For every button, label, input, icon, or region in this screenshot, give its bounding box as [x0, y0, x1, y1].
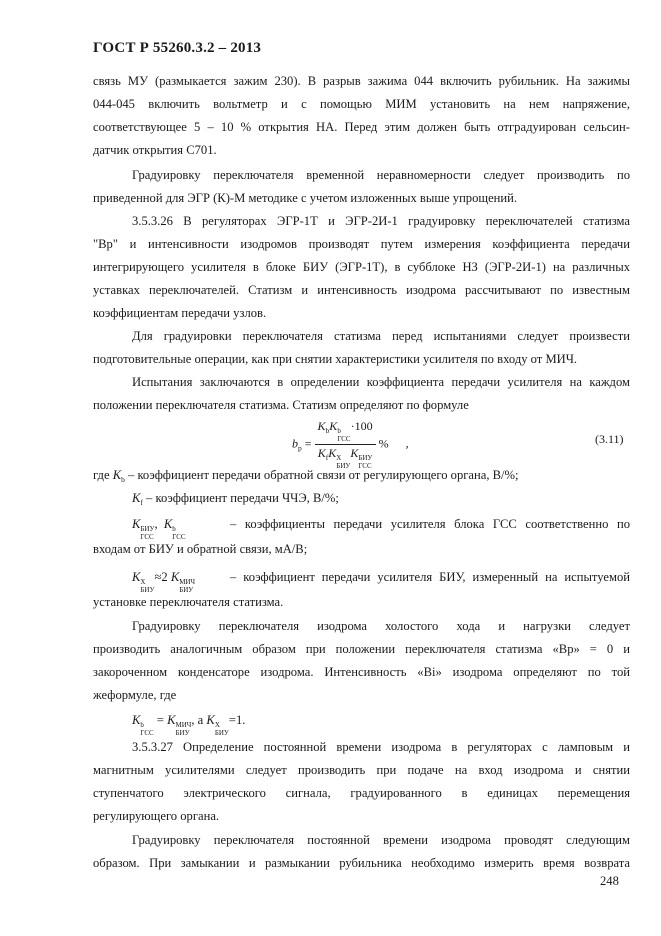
- paragraph-2: [93, 164, 630, 210]
- text-line: 3.5.3.27 Определение постоянной времени изодрома в регуляторах с ламповым и: [132, 740, 630, 754]
- text-line: коэффициентам передачи узлов.: [93, 306, 267, 320]
- definition-kb: где $K_b$ – коэффициент передачи обратной связи от регулирующего органа, В/%;: [93, 468, 519, 484]
- text-line: Испытания заключаются в определении коэффициента передачи усилителя на каждом: [132, 375, 630, 389]
- text-line: датчик открытия С701.: [93, 143, 217, 157]
- equation-number: (3.11): [595, 432, 624, 446]
- text-line: регулирующего органа.: [93, 809, 220, 823]
- document-header: ГОСТ Р 55260.3.2 – 2013: [93, 40, 262, 56]
- paragraph-5: [93, 371, 630, 417]
- text-line: ступенчатого электрического сигнала, градуированного в единицах перемещения: [93, 786, 630, 800]
- page-number: 248: [600, 874, 619, 888]
- definition-kgss-cont: входам от БИУ и обратной связи, мА/В;: [93, 542, 308, 556]
- text-line: уставках переключателей. Статизм и интенсивность изодрома рассчитывают по известным: [93, 283, 630, 297]
- text-line: Для градуировки переключателя статизма перед испытаниями следует произвести: [132, 329, 630, 343]
- text-line: магнитным усилителями следует производить при подаче на вход изодрома и снятии: [93, 763, 630, 777]
- definition-kbiu-cont: установке переключателя статизма.: [93, 595, 284, 609]
- definition-kf: $K_f$ – коэффициент передачи ЧЧЭ, В/%;: [132, 491, 339, 507]
- definition-kbiu: K Х БИУ ≈2 K МИЧ БИУ – коэффициент передачи усилителя БИУ, измеренный на испытуемой: [132, 570, 630, 594]
- condition-line: K b ГСС = K МИЧ БИУ , а K Х БИУ =1.: [132, 713, 246, 737]
- paragraph-6: [93, 615, 630, 707]
- text-line: жеформуле, где: [93, 688, 177, 702]
- text-line: подготовительные операции, как при снятии характеристики усилителя по входу от МИЧ.: [93, 352, 578, 366]
- text-line: 3.5.3.26 В регуляторах ЭГР-1Т и ЭГР-2И-1 градуировку переключателей статизма: [132, 214, 630, 228]
- text-line: закороченном конденсаторе изодрома. Интенсивность «Вi» изодрома определяют по той: [93, 665, 630, 679]
- paragraph-8: [93, 829, 630, 875]
- text-line: интегрирующего усилителя в блоке БИУ (ЭГР-1Т), в субблоке НЗ (ЭГР-2И-1) на различных: [93, 260, 630, 274]
- text-line: приведенной для ЭГР (К)-М методике с учетом изложенных выше упрощений.: [93, 191, 518, 205]
- text-line: производить аналогичным образом при положении переключателя статизма «Вр» = 0 и: [93, 642, 630, 656]
- text-line: 044-045 включить вольтметр и с помощью МИМ установить на нем напряжение,: [93, 97, 630, 111]
- text-line: связь МУ (размыкается зажим 230). В разрыв зажима 044 включить рубильник. На зажимы: [93, 74, 630, 88]
- formula-statism: $b_р$ = $K_bK$ b ГСС ·100 $K_fK$ Х БИУ K БИУ ГСС % ,: [292, 419, 409, 470]
- text-line: положении переключателя статизма. Статизм определяют по формуле: [93, 398, 469, 412]
- definition-kgss: K БИУ ГСС , K b ГСС – коэффициенты передачи усилителя блока ГСС соответственно по: [132, 517, 630, 541]
- paragraph-7: [93, 736, 630, 828]
- paragraph-1: [93, 70, 630, 162]
- text-line: "Вр" и интенсивности изодромов производят путем измерения коэффициента передачи: [93, 237, 630, 251]
- formula-fraction: $K_bK$ b ГСС ·100 $K_fK$ Х БИУ K БИУ ГСС: [315, 419, 376, 470]
- text-line: образом. При замыкании и размыкании рубильника необходимо измерить время возврата: [93, 856, 630, 870]
- text-line: соответствующее 5 – 10 % открытия НА. Перед этим должен быть отградуирован сельсин-: [93, 120, 630, 134]
- paragraph-3: [93, 210, 630, 325]
- text-line: Градуировку переключателя временной неравномерности следует производить по: [132, 168, 630, 182]
- paragraph-4: [93, 325, 630, 371]
- text-line: Градуировку переключателя постоянной времени изодрома проводят следующим: [132, 833, 630, 847]
- text-line: Градуировку переключателя изодрома холостого хода и нагрузки следует: [132, 619, 630, 633]
